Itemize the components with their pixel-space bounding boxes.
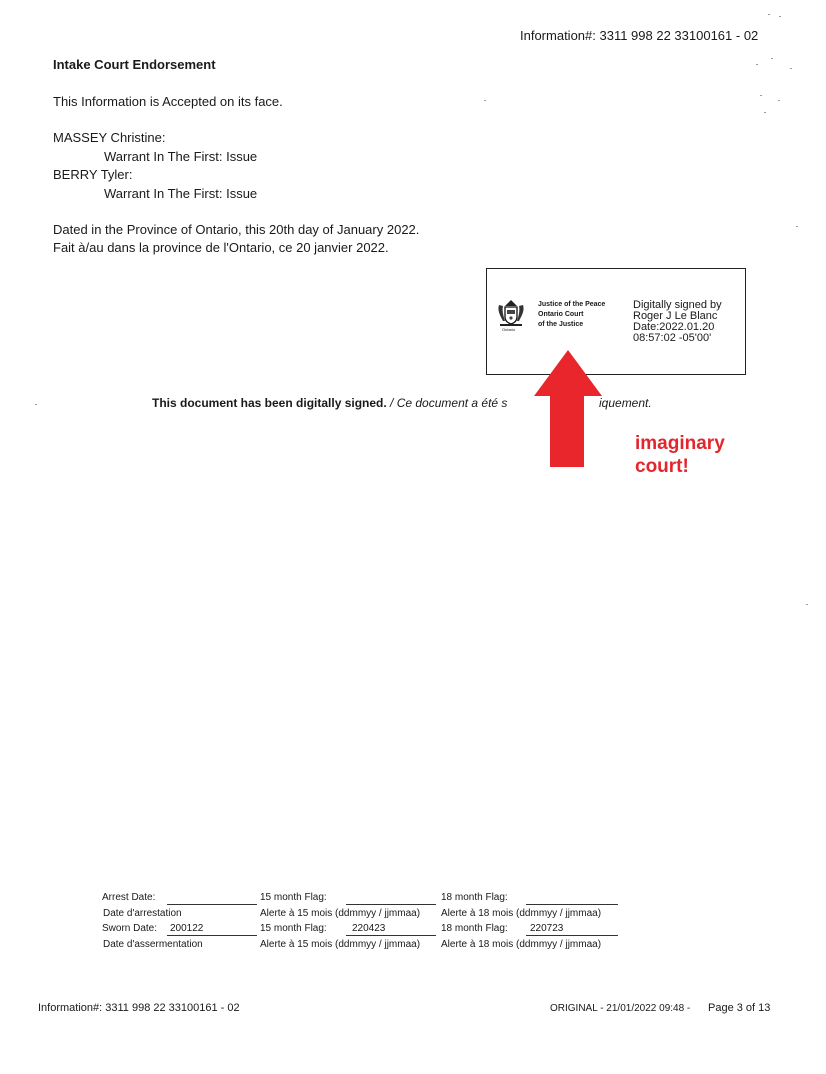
flag-15-french: Alerte à 15 mois (ddmmyy / jjmmaa) bbox=[260, 939, 421, 950]
flag-18-line bbox=[526, 935, 618, 936]
person-name: MASSEY Christine: bbox=[53, 130, 166, 145]
annotation-line: court! bbox=[635, 456, 689, 477]
notice-french-end: iquement. bbox=[599, 396, 652, 410]
signed-line: 08:57:02 -05'00' bbox=[633, 332, 712, 344]
digital-signature-notice bbox=[152, 396, 507, 410]
flag-18-line bbox=[526, 904, 618, 905]
flag-18-label: 18 month Flag: bbox=[441, 923, 508, 934]
arrest-date-label: Arrest Date: bbox=[102, 892, 156, 903]
dated-french: Fait à/au dans la province de l'Ontario, ce 20 janvier 2022. bbox=[53, 240, 389, 255]
digital-signature-box bbox=[486, 268, 746, 375]
notice-english: This document has been digitally signed. bbox=[152, 396, 387, 410]
flag-18-french: Alerte à 18 mois (ddmmyy / jjmmaa) bbox=[441, 908, 602, 919]
person-warrant: Warrant In The First: Issue bbox=[104, 186, 258, 201]
person-name: BERRY Tyler: bbox=[53, 167, 133, 182]
court-line: of the Justice bbox=[538, 321, 584, 328]
sworn-date-line bbox=[167, 935, 257, 936]
flag-18-value: 220723 bbox=[530, 923, 564, 934]
flag-15-label: 15 month Flag: bbox=[260, 923, 327, 934]
annotation-text bbox=[635, 432, 725, 478]
footer-original-timestamp: ORIGINAL - 21/01/2022 09:48 - bbox=[550, 1003, 691, 1014]
flag-18-french: Alerte à 18 mois (ddmmyy / jjmmaa) bbox=[441, 939, 602, 950]
signed-line: Roger J Le Blanc bbox=[633, 310, 718, 322]
arrest-date-french: Date d'arrestation bbox=[103, 908, 182, 919]
flag-18-label: 18 month Flag: bbox=[441, 892, 508, 903]
red-up-arrow-icon bbox=[530, 350, 610, 468]
signed-line: Date:2022.01.20 bbox=[633, 321, 715, 333]
header-information-number: Information#: 3311 998 22 33100161 - 02 bbox=[520, 28, 759, 43]
court-name bbox=[538, 300, 605, 330]
endorsement-title: Intake Court Endorsement bbox=[53, 57, 216, 72]
flag-15-french: Alerte à 15 mois (ddmmyy / jjmmaa) bbox=[260, 908, 421, 919]
notice-french-start: / Ce document a été s bbox=[386, 396, 508, 410]
court-line: Ontario Court bbox=[538, 311, 584, 318]
sworn-date-french: Date d'assermentation bbox=[103, 939, 203, 950]
sworn-date-value: 200122 bbox=[170, 923, 204, 934]
seal-caption: Ontario bbox=[502, 327, 516, 332]
footer-information-number: Information#: 3311 998 22 33100161 - 02 bbox=[38, 1002, 240, 1014]
person-warrant: Warrant In The First: Issue bbox=[104, 149, 258, 164]
flag-15-line bbox=[346, 935, 436, 936]
court-line: Justice of the Peace bbox=[538, 301, 606, 308]
sworn-date-label: Sworn Date: bbox=[102, 923, 158, 934]
annotation-line: imaginary bbox=[635, 433, 725, 454]
dated-english: Dated in the Province of Ontario, this 20th day of January 2022. bbox=[53, 222, 420, 237]
footer-page-number: Page 3 of 13 bbox=[708, 1002, 771, 1014]
flag-15-label: 15 month Flag: bbox=[260, 892, 327, 903]
signer-details bbox=[633, 300, 722, 344]
flag-15-value: 220423 bbox=[352, 923, 386, 934]
signed-line: Digitally signed by bbox=[633, 299, 722, 311]
accepted-statement: This Information is Accepted on its face. bbox=[53, 94, 283, 109]
arrest-date-line bbox=[167, 904, 257, 905]
flag-15-line bbox=[346, 904, 436, 905]
